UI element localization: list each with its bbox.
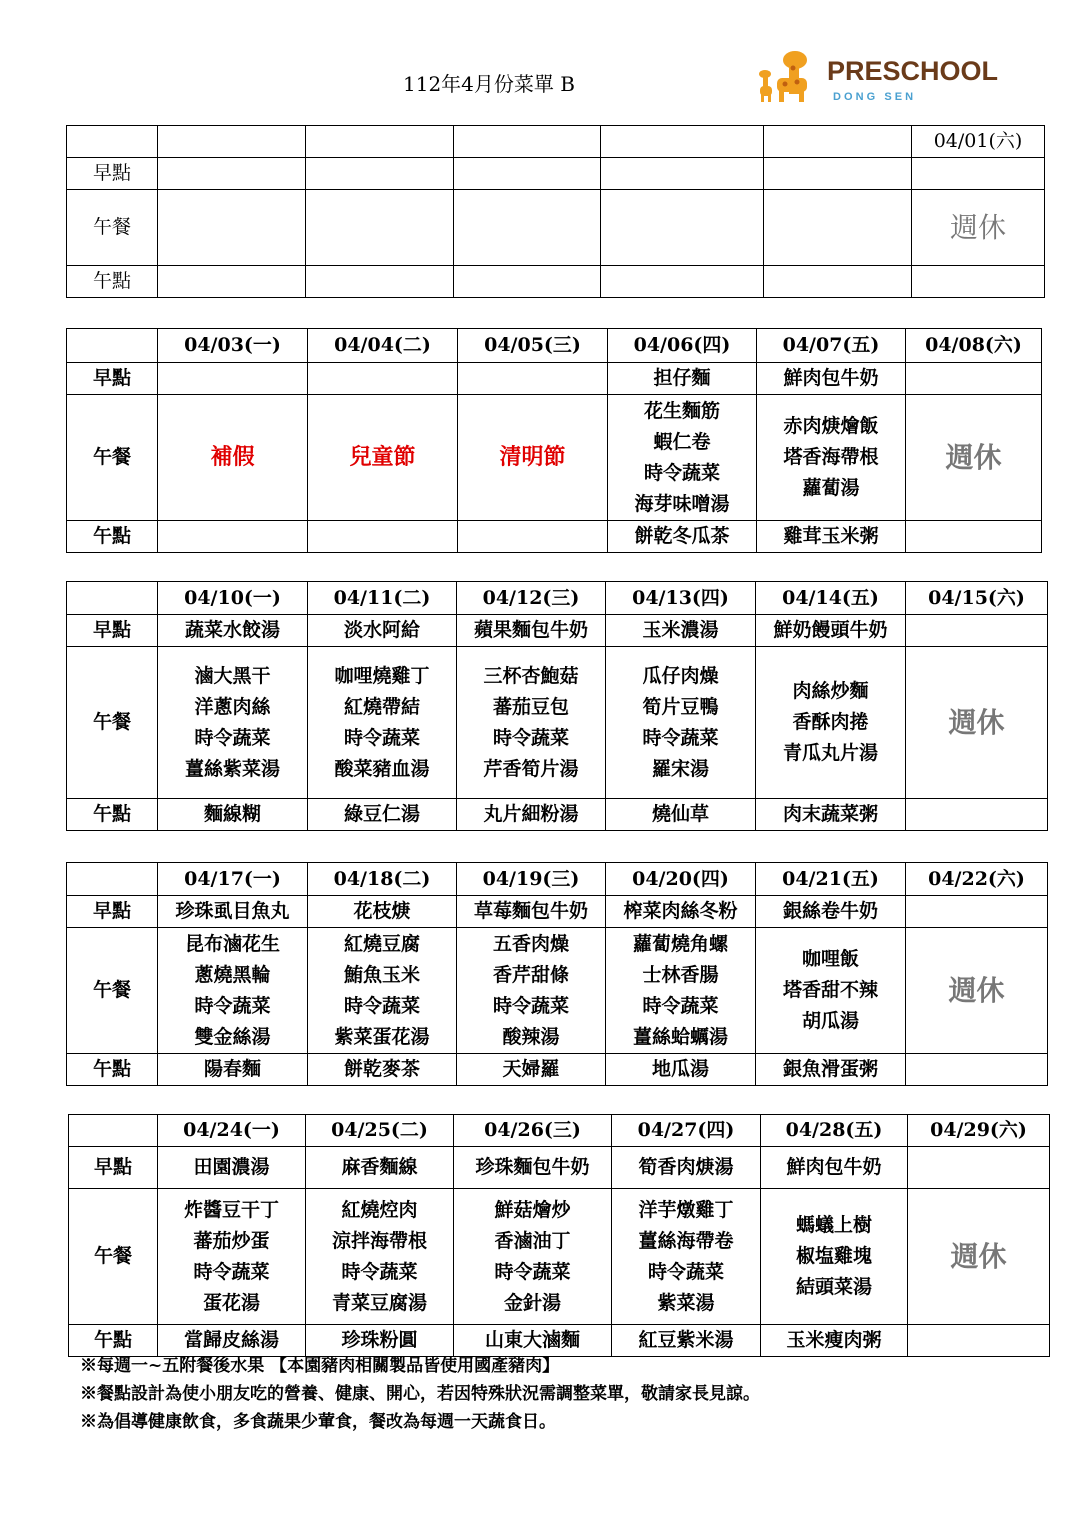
dish: 時令蔬菜 — [343, 994, 420, 1017]
dish: 羅宋湯 — [651, 757, 709, 780]
snack-cell: 銀魚滑蛋粥 — [756, 1054, 906, 1086]
breakfast-cell — [158, 158, 306, 190]
holiday-cell: 兒童節 — [308, 395, 458, 521]
date-header: 04/15(六) — [906, 582, 1048, 615]
lunch-cell — [158, 1189, 306, 1325]
breakfast-cell: 筍香肉焿湯 — [612, 1147, 761, 1189]
date-header: 04/07(五) — [757, 329, 906, 363]
breakfast-cell: 鮮肉包牛奶 — [757, 363, 906, 395]
breakfast-cell: 草莓麵包牛奶 — [457, 896, 606, 928]
lunch-cell — [158, 928, 308, 1054]
snack-cell: 山東大滷麵 — [454, 1325, 612, 1357]
lunch-cell — [158, 647, 308, 799]
dish: 金針湯 — [503, 1291, 561, 1314]
weekend-cell: 週休 — [912, 190, 1045, 266]
dish: 塔香甜不辣 — [782, 979, 878, 1001]
lunch-cell — [761, 1189, 908, 1325]
date-header: 04/29(六) — [908, 1115, 1050, 1147]
note: ※每週一~五附餐後水果 【本園豬肉相關製品皆使用國產豬肉】 — [80, 1356, 560, 1376]
dish: 五香肉燥 — [492, 932, 569, 955]
date-header: 04/10(一) — [158, 582, 308, 615]
lunch-cell — [306, 190, 454, 266]
row-label-lunch: 午餐 — [67, 395, 158, 521]
dish: 紅燒焢肉 — [341, 1198, 418, 1221]
lunch-cell — [601, 190, 764, 266]
snack-cell — [906, 1054, 1048, 1086]
dish: 洋蔥肉絲 — [194, 695, 271, 718]
menu-table-week1 — [66, 125, 1045, 298]
snack-cell — [454, 266, 601, 298]
snack-cell — [906, 799, 1048, 831]
weekend-cell: 週休 — [906, 647, 1048, 799]
menu-table-week2 — [66, 328, 1042, 553]
row-label-breakfast: 早點 — [69, 1147, 158, 1189]
snack-cell — [912, 266, 1045, 298]
dish: 蘿蔔燒角螺 — [632, 932, 728, 955]
snack-cell: 丸片細粉湯 — [457, 799, 606, 831]
date-header: 04/17(一) — [158, 863, 308, 896]
snack-cell: 地瓜湯 — [606, 1054, 756, 1086]
dish: 滷大黑干 — [194, 664, 271, 687]
dish: 紫菜湯 — [657, 1291, 715, 1314]
dish: 蔥燒黑輪 — [194, 963, 271, 986]
dish: 咖哩燒雞丁 — [334, 664, 430, 687]
date-header: 04/06(四) — [608, 329, 757, 363]
dish: 結頭菜湯 — [795, 1276, 872, 1298]
lunch-cell — [608, 395, 757, 521]
dish: 塔香海帶根 — [783, 446, 879, 468]
snack-cell — [764, 266, 912, 298]
breakfast-cell — [906, 896, 1048, 928]
breakfast-cell: 蘋果麵包牛奶 — [457, 615, 606, 647]
page-title: 112年4月份菜單 B — [403, 72, 575, 96]
lunch-cell — [612, 1189, 761, 1325]
dish: 時令蔬菜 — [492, 994, 569, 1017]
date-header: 04/21(五) — [756, 863, 906, 896]
dish: 蕃茄炒蛋 — [193, 1229, 270, 1252]
dish: 時令蔬菜 — [343, 726, 420, 749]
dish: 紅燒帶結 — [343, 695, 420, 718]
dish: 海芽味噌湯 — [634, 492, 730, 515]
dish: 涼拌海帶根 — [331, 1229, 427, 1252]
giraffe-icon — [759, 51, 807, 102]
breakfast-cell: 麻香麵線 — [306, 1147, 454, 1189]
logo-sub: D O N G S E N — [833, 91, 914, 103]
dish: 紅燒豆腐 — [343, 932, 420, 955]
dish: 時令蔬菜 — [492, 726, 569, 749]
lunch-cell — [308, 928, 457, 1054]
note: ※為倡導健康飲食，多食蔬果少葷食，餐改為每週一天蔬食日。 — [80, 1412, 556, 1432]
dish: 花生麵筋 — [643, 399, 720, 422]
dish: 芹香筍片湯 — [483, 757, 579, 780]
lunch-cell — [454, 1189, 612, 1325]
breakfast-cell — [601, 158, 764, 190]
date-header: 04/01(六) — [912, 126, 1045, 158]
date-header — [454, 126, 601, 158]
dish: 蕃茄豆包 — [492, 695, 569, 718]
breakfast-cell — [454, 158, 601, 190]
header-corner — [69, 1115, 158, 1147]
snack-cell: 陽春麵 — [158, 1054, 308, 1086]
dish: 時令蔬菜 — [643, 461, 720, 484]
dish: 青瓜丸片湯 — [782, 742, 878, 764]
dish: 薑絲蛤蠣湯 — [632, 1025, 728, 1048]
row-label-lunch: 午餐 — [67, 647, 158, 799]
breakfast-cell — [906, 363, 1042, 395]
dish: 時令蔬菜 — [642, 726, 719, 749]
preschool-logo — [755, 30, 1035, 105]
dish: 螞蟻上樹 — [795, 1214, 872, 1236]
breakfast-cell — [906, 615, 1048, 647]
breakfast-cell — [308, 363, 458, 395]
snack-cell: 餅乾冬瓜茶 — [608, 521, 757, 553]
breakfast-cell: 鮮肉包牛奶 — [761, 1147, 908, 1189]
dish: 蘿蔔湯 — [802, 477, 860, 499]
date-header: 04/20(四) — [606, 863, 756, 896]
dish: 三杯杏鮑菇 — [483, 664, 579, 687]
dish: 胡瓜湯 — [801, 1010, 859, 1032]
notes — [80, 1352, 760, 1436]
date-header — [764, 126, 912, 158]
snack-cell — [306, 266, 454, 298]
snack-cell: 珍珠粉圓 — [306, 1325, 454, 1357]
snack-cell — [908, 1325, 1050, 1357]
breakfast-cell: 珍珠麵包牛奶 — [454, 1147, 612, 1189]
snack-cell: 肉末蔬菜粥 — [756, 799, 906, 831]
note: ※餐點設計為使小朋友吃的營養、健康、開心，若因特殊狀況需調整菜單，敬請家長見諒。 — [80, 1384, 760, 1404]
snack-cell: 麵線糊 — [158, 799, 308, 831]
snack-cell: 雞茸玉米粥 — [757, 521, 906, 553]
dish: 青菜豆腐湯 — [331, 1291, 427, 1314]
dish: 時令蔬菜 — [194, 994, 271, 1017]
lunch-cell — [454, 190, 601, 266]
weekend-cell: 週休 — [906, 928, 1048, 1054]
row-label-breakfast: 早點 — [67, 615, 158, 647]
breakfast-cell: 珍珠虱目魚丸 — [158, 896, 308, 928]
row-label-lunch: 午餐 — [69, 1189, 158, 1325]
snack-cell — [906, 521, 1042, 553]
dish: 筍片豆鴨 — [642, 695, 719, 718]
dish: 洋芋燉雞丁 — [638, 1198, 734, 1221]
date-header — [158, 126, 306, 158]
dish: 薑絲海帶卷 — [638, 1229, 734, 1252]
breakfast-cell — [306, 158, 454, 190]
snack-cell: 玉米瘦肉粥 — [761, 1325, 908, 1357]
date-header: 04/11(二) — [308, 582, 457, 615]
menu-table-week4 — [66, 862, 1048, 1086]
snack-cell — [308, 521, 458, 553]
row-label-snack: 午點 — [67, 521, 158, 553]
menu-table-week5 — [68, 1114, 1050, 1357]
dish: 時令蔬菜 — [194, 726, 271, 749]
breakfast-cell — [158, 363, 308, 395]
dish: 雙金絲湯 — [194, 1025, 271, 1048]
snack-cell: 當歸皮絲湯 — [158, 1325, 306, 1357]
dish: 赤肉焿燴飯 — [783, 415, 879, 437]
breakfast-cell: 担仔麵 — [608, 363, 757, 395]
date-header — [601, 126, 764, 158]
row-label-breakfast: 早點 — [67, 363, 158, 395]
dish: 時令蔬菜 — [642, 994, 719, 1017]
dish: 昆布滷花生 — [184, 932, 280, 955]
row-label-snack: 午點 — [67, 799, 158, 831]
breakfast-cell: 田園濃湯 — [158, 1147, 306, 1189]
snack-cell: 燒仙草 — [606, 799, 756, 831]
date-header: 04/22(六) — [906, 863, 1048, 896]
dish: 紫菜蛋花湯 — [334, 1025, 430, 1048]
dish: 時令蔬菜 — [341, 1260, 418, 1283]
snack-cell: 餅乾麥茶 — [308, 1054, 457, 1086]
dish: 咖哩飯 — [801, 948, 859, 970]
dish: 酸菜豬血湯 — [334, 757, 430, 780]
header-corner — [67, 863, 158, 896]
breakfast-cell: 銀絲卷牛奶 — [756, 896, 906, 928]
date-header: 04/14(五) — [756, 582, 906, 615]
snack-cell — [601, 266, 764, 298]
dish: 香酥肉捲 — [792, 711, 869, 733]
date-header: 04/18(二) — [308, 863, 457, 896]
date-header: 04/25(二) — [306, 1115, 454, 1147]
lunch-cell — [457, 928, 606, 1054]
date-header: 04/12(三) — [457, 582, 606, 615]
dish: 鮮菇燴炒 — [494, 1198, 571, 1221]
breakfast-cell — [458, 363, 608, 395]
lunch-cell — [756, 647, 906, 799]
dish: 酸辣湯 — [502, 1025, 560, 1048]
holiday-cell: 清明節 — [458, 395, 608, 521]
date-header: 04/26(三) — [454, 1115, 612, 1147]
date-header — [306, 126, 454, 158]
dish: 香滷油丁 — [494, 1229, 571, 1252]
date-header: 04/05(三) — [458, 329, 608, 363]
date-header: 04/24(一) — [158, 1115, 306, 1147]
row-label-snack: 午點 — [69, 1325, 158, 1357]
breakfast-cell: 鮮奶饅頭牛奶 — [756, 615, 906, 647]
lunch-cell — [457, 647, 606, 799]
dish: 時令蔬菜 — [193, 1260, 270, 1283]
lunch-cell — [606, 928, 756, 1054]
dish: 香芹甜條 — [492, 963, 569, 986]
row-label-breakfast: 早點 — [67, 896, 158, 928]
menu-table-week3 — [66, 581, 1048, 831]
holiday-cell: 補假 — [158, 395, 308, 521]
snack-cell: 紅豆紫米湯 — [612, 1325, 761, 1357]
weekend-cell: 週休 — [908, 1189, 1050, 1325]
header-corner — [67, 126, 158, 158]
dish: 肉絲炒麵 — [792, 680, 869, 702]
lunch-cell — [764, 190, 912, 266]
breakfast-cell — [764, 158, 912, 190]
lunch-cell — [606, 647, 756, 799]
date-header: 04/03(一) — [158, 329, 308, 363]
breakfast-cell — [912, 158, 1045, 190]
date-header: 04/19(三) — [457, 863, 606, 896]
dish: 士林香腸 — [642, 963, 719, 986]
breakfast-cell: 淡水阿給 — [308, 615, 457, 647]
breakfast-cell: 花枝焿 — [308, 896, 457, 928]
row-label-snack: 午點 — [67, 266, 158, 298]
weekend-cell: 週休 — [906, 395, 1042, 521]
date-header: 04/28(五) — [761, 1115, 908, 1147]
dish: 椒塩雞塊 — [795, 1245, 872, 1267]
row-label-lunch: 午餐 — [67, 928, 158, 1054]
dish: 炸醬豆干丁 — [183, 1198, 279, 1221]
lunch-cell — [158, 190, 306, 266]
snack-cell — [158, 521, 308, 553]
breakfast-cell: 玉米濃湯 — [606, 615, 756, 647]
lunch-cell — [306, 1189, 454, 1325]
snack-cell: 綠豆仁湯 — [308, 799, 457, 831]
dish: 薑絲紫菜湯 — [184, 757, 280, 780]
row-label-snack: 午點 — [67, 1054, 158, 1086]
dish: 蝦仁卷 — [653, 430, 711, 453]
snack-cell — [458, 521, 608, 553]
breakfast-cell — [908, 1147, 1050, 1189]
lunch-cell — [756, 928, 906, 1054]
snack-cell — [158, 266, 306, 298]
snack-cell: 天婦羅 — [457, 1054, 606, 1086]
date-header: 04/04(二) — [308, 329, 458, 363]
header-corner — [67, 329, 158, 363]
dish: 瓜仔肉燥 — [642, 664, 719, 687]
dish: 鮪魚玉米 — [343, 963, 420, 986]
breakfast-cell: 榨菜肉絲冬粉 — [606, 896, 756, 928]
lunch-cell — [757, 395, 906, 521]
dish: 時令蔬菜 — [647, 1260, 724, 1283]
date-header: 04/08(六) — [906, 329, 1042, 363]
row-label-breakfast: 早點 — [67, 158, 158, 190]
date-header: 04/27(四) — [612, 1115, 761, 1147]
dish: 時令蔬菜 — [494, 1260, 571, 1283]
dish: 蛋花湯 — [202, 1291, 260, 1314]
breakfast-cell: 蔬菜水餃湯 — [158, 615, 308, 647]
row-label-lunch: 午餐 — [67, 190, 158, 266]
header-corner — [67, 582, 158, 615]
date-header: 04/13(四) — [606, 582, 756, 615]
logo-name: PRESCHOOL — [827, 56, 999, 86]
lunch-cell — [308, 647, 457, 799]
